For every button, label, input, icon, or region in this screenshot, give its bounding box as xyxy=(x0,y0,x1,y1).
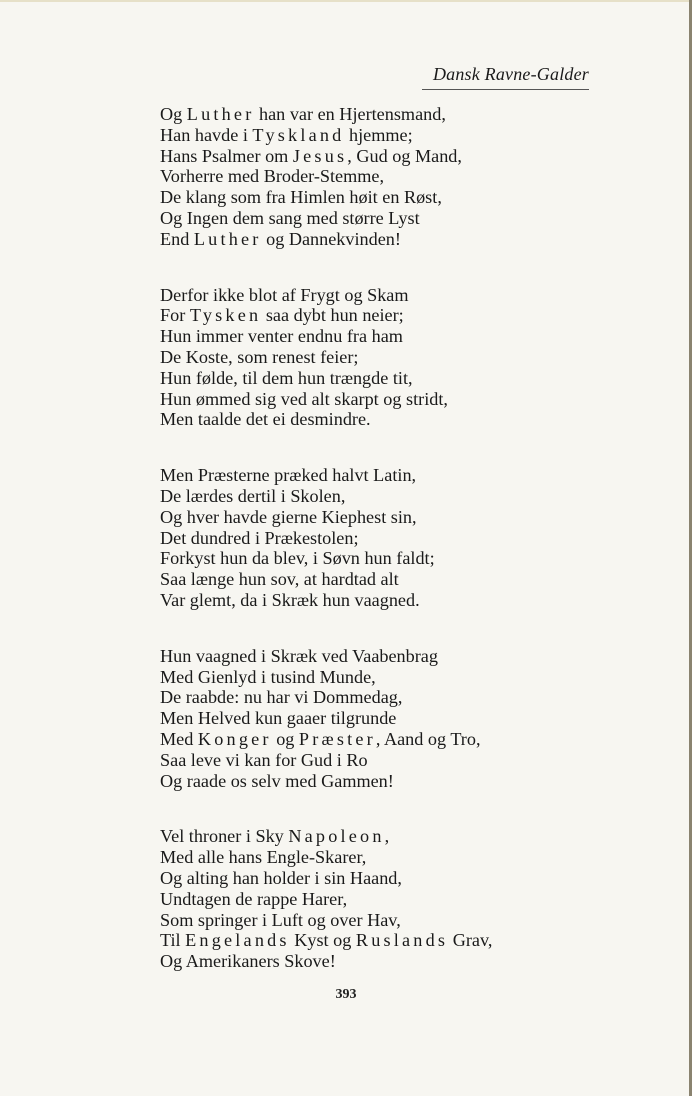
verse-text: End xyxy=(160,228,194,249)
page-number: 393 xyxy=(335,987,357,1002)
verse-text: Med Gienlyd i tusind Munde, xyxy=(160,666,376,687)
verse-text: Til xyxy=(160,930,186,951)
verse-text: , xyxy=(384,826,390,847)
stanza xyxy=(160,646,520,792)
verse-text: Med alle hans Engle-Skarer, xyxy=(160,847,367,868)
verse-text: og xyxy=(271,728,299,749)
verse-line xyxy=(160,750,520,771)
verse-text: Vorherre med Broder-Stemme, xyxy=(160,166,385,187)
verse-text: Han havde i xyxy=(160,124,253,145)
verse-text: Og alting han holder i sin Haand, xyxy=(160,867,402,888)
verse-text: Med xyxy=(160,728,198,749)
verse-line xyxy=(160,104,520,125)
verse-line xyxy=(160,646,520,667)
verse-text: hjemme; xyxy=(344,124,413,145)
spaced-emphasis: Engelands xyxy=(185,930,290,951)
verse-line xyxy=(160,889,520,910)
verse-line xyxy=(160,847,520,868)
verse-line xyxy=(160,771,520,792)
verse-text: Vel throner i Sky xyxy=(160,826,289,847)
verse-line xyxy=(160,125,520,146)
verse-text: Hans Psalmer om xyxy=(160,145,293,166)
stanza xyxy=(160,104,520,250)
verse-text: Hun vaagned i Skræk ved Vaabenbrag xyxy=(160,645,438,666)
verse-text: For xyxy=(160,305,190,326)
verse-line xyxy=(160,528,520,549)
verse-text: Kyst og xyxy=(289,930,356,951)
spaced-emphasis: Tyskland xyxy=(252,124,345,145)
verse-text: saa dybt hun neier; xyxy=(261,305,404,326)
verse-text: Og Amerikaners Skove! xyxy=(160,951,336,972)
verse-line xyxy=(160,305,520,326)
spaced-emphasis: Napoleon xyxy=(288,826,385,847)
spaced-emphasis: Præster xyxy=(298,728,376,749)
verse-line xyxy=(160,569,520,590)
verse-line xyxy=(160,868,520,889)
verse-line xyxy=(160,687,520,708)
spaced-emphasis: Jesus xyxy=(292,145,348,166)
stanza xyxy=(160,465,520,611)
spaced-emphasis: Konger xyxy=(197,728,272,749)
stanza xyxy=(160,285,520,431)
verse-line xyxy=(160,465,520,486)
verse-text: Det dundred i Prækestolen; xyxy=(160,527,359,548)
verse-text: Og hver havde gierne Kiephest sin, xyxy=(160,506,417,527)
verse-line xyxy=(160,548,520,569)
verse-text: Hun immer venter endnu fra ham xyxy=(160,326,403,347)
verse-text: Og Ingen dem sang med større Lyst xyxy=(160,207,420,228)
verse-text: Og xyxy=(160,104,187,124)
verse-line xyxy=(160,729,520,750)
running-title: Dansk Ravne-Galder xyxy=(422,64,589,90)
verse-text: De klang som fra Himlen høit en Røst, xyxy=(160,187,442,208)
verse-text: Var glemt, da i Skræk hun vaagned. xyxy=(160,589,420,610)
verse-text: og Dannekvinden! xyxy=(261,228,401,249)
verse-text: Saa leve vi kan for Gud i Ro xyxy=(160,749,368,770)
poem-body xyxy=(160,104,520,1007)
spaced-emphasis: Luther xyxy=(193,228,262,249)
verse-line xyxy=(160,951,520,972)
spaced-emphasis: Luther xyxy=(186,104,255,124)
verse-text: Men Helved kun gaaer tilgrunde xyxy=(160,708,397,729)
verse-line xyxy=(160,507,520,528)
verse-text: Og raade os selv med Gammen! xyxy=(160,770,394,791)
verse-line xyxy=(160,826,520,847)
verse-line xyxy=(160,708,520,729)
verse-line xyxy=(160,166,520,187)
verse-text: Derfor ikke blot af Frygt og Skam xyxy=(160,284,409,305)
verse-line xyxy=(160,486,520,507)
verse-text: De raabde: nu har vi Dommedag, xyxy=(160,687,403,708)
verse-line xyxy=(160,368,520,389)
verse-line xyxy=(160,409,520,430)
verse-text: De Koste, som renest feier; xyxy=(160,346,359,367)
verse-text: Hun følde, til dem hun trængde tit, xyxy=(160,367,413,388)
verse-text: Hun ømmed sig ved alt skarpt og stridt, xyxy=(160,388,448,409)
verse-line xyxy=(160,667,520,688)
spaced-emphasis: Ruslands xyxy=(355,930,449,951)
verse-text: han var en Hjertensmand, xyxy=(254,104,446,124)
verse-line xyxy=(160,910,520,931)
verse-text: Forkyst hun da blev, i Søvn hun faldt; xyxy=(160,548,435,569)
verse-line xyxy=(160,590,520,611)
verse-line xyxy=(160,187,520,208)
verse-text: , Gud og Mand, xyxy=(347,145,462,166)
verse-text: Som springer i Luft og over Hav, xyxy=(160,909,401,930)
verse-text: De lærdes dertil i Skolen, xyxy=(160,485,346,506)
verse-text: Saa længe hun sov, at hardtad alt xyxy=(160,569,399,590)
verse-line xyxy=(160,326,520,347)
stanza xyxy=(160,826,520,972)
verse-line xyxy=(160,389,520,410)
verse-line xyxy=(160,229,520,250)
verse-text: Men taalde det ei desmindre. xyxy=(160,409,371,430)
verse-line xyxy=(160,146,520,167)
verse-text: Undtagen de rappe Harer, xyxy=(160,888,348,909)
verse-line xyxy=(160,208,520,229)
verse-line xyxy=(160,285,520,306)
verse-line xyxy=(160,347,520,368)
page-top-edge xyxy=(0,0,692,2)
verse-line xyxy=(160,930,520,951)
verse-text: , Aand og Tro, xyxy=(375,728,481,749)
verse-text: Grav, xyxy=(448,930,493,951)
spaced-emphasis: Tysken xyxy=(189,305,262,326)
verse-text: Men Præsterne præked halvt Latin, xyxy=(160,465,417,486)
